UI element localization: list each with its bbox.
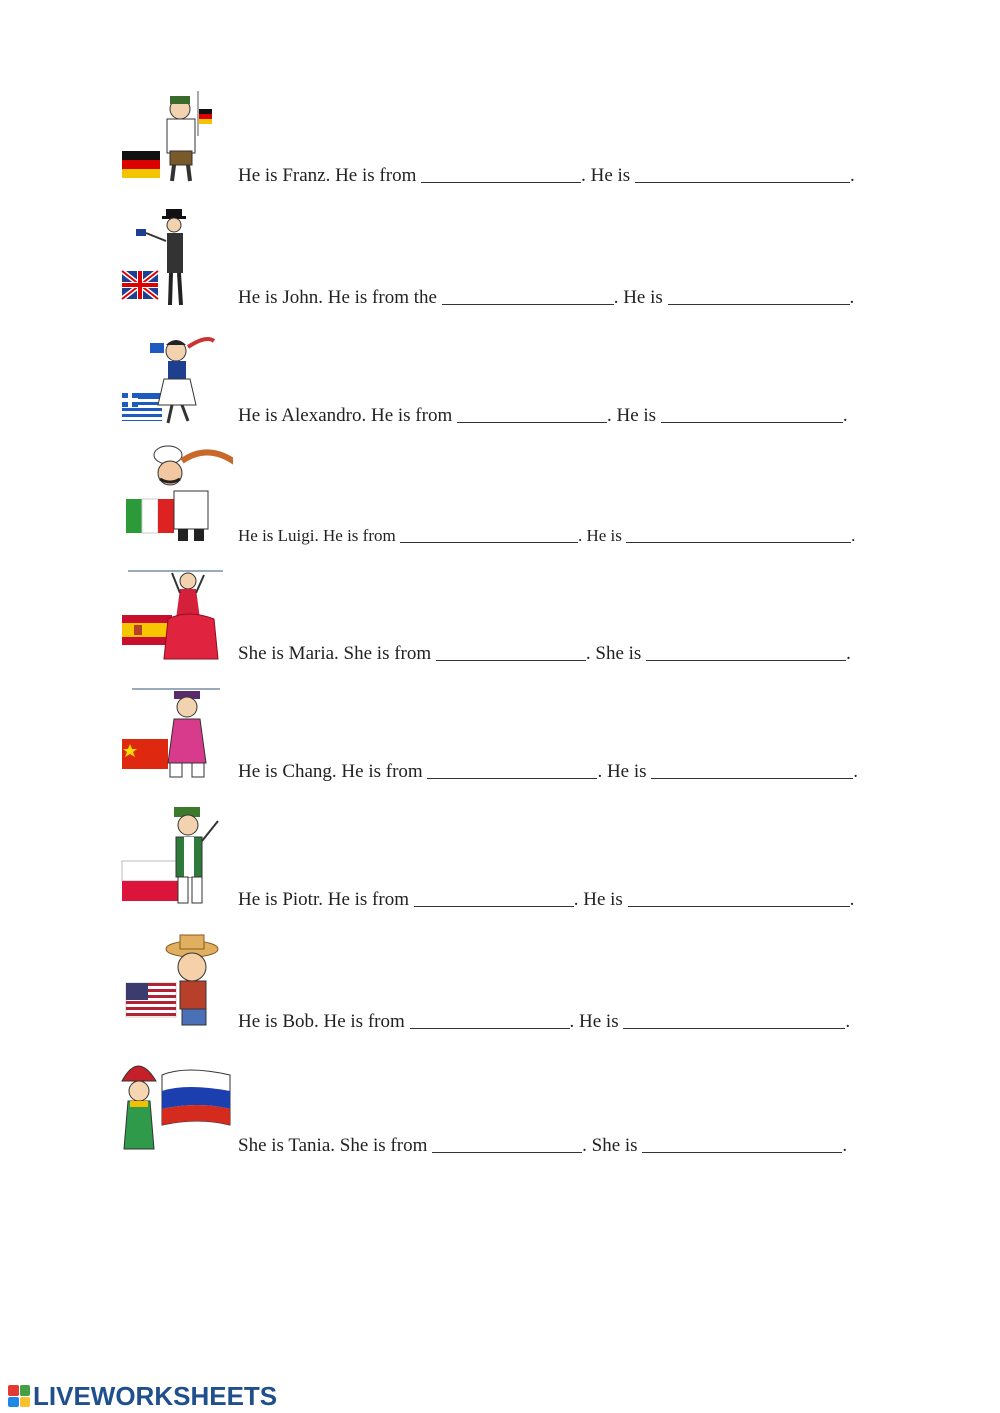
sentence-maria: She is Maria. She is from . She is . [238,643,851,664]
exercise-row-maria [118,554,878,664]
sentence-chang: He is Chang. He is from . He is . [238,761,859,782]
blank-country[interactable] [436,644,586,661]
exercise-row-bob [118,922,878,1032]
exercise-row-piotr [118,800,878,910]
exercise-row-tania [118,1046,878,1156]
blank-country[interactable] [432,1136,582,1153]
brand-name: LIVEWORKSHEETS [33,1380,278,1411]
blank-nationality[interactable] [642,1136,842,1153]
blank-country[interactable] [421,166,581,183]
russian-girl-illustration [118,1051,233,1156]
blank-nationality[interactable] [646,644,846,661]
blank-nationality[interactable] [651,762,853,779]
exercise-row-john [118,198,878,308]
liveworksheets-logo-icon [8,1385,30,1407]
exercise-row-luigi [118,436,878,546]
sentence-alexandro: He is Alexandro. He is from . He is . [238,405,848,426]
blank-country[interactable] [410,1012,570,1029]
sentence-piotr: He is Piotr. He is from . He is . [238,889,855,910]
polish-man-illustration [118,805,233,910]
liveworksheets-footer[interactable] [8,1382,277,1410]
german-man-illustration [118,81,233,186]
blank-nationality[interactable] [635,166,850,183]
sentence-luigi: He is Luigi. He is from . He is . [238,526,856,545]
spanish-dancer-illustration [118,559,233,664]
sentence-john: He is John. He is from the . He is . [238,287,855,308]
blank-nationality[interactable] [661,406,843,423]
blank-nationality[interactable] [668,288,850,305]
blank-country[interactable] [457,406,607,423]
blank-country[interactable] [414,890,574,907]
sentence-franz: He is Franz. He is from . He is . [238,165,855,186]
american-cowboy-illustration [118,927,233,1032]
greek-man-illustration [118,321,233,426]
exercise-row-alexandro [118,316,878,426]
english-man-illustration [118,203,233,308]
sentence-bob: He is Bob. He is from . He is . [238,1011,851,1032]
blank-nationality[interactable] [626,526,851,543]
blank-country[interactable] [400,526,578,543]
italian-chef-illustration [118,441,233,546]
blank-nationality[interactable] [623,1012,845,1029]
blank-nationality[interactable] [628,890,850,907]
chinese-man-illustration [118,677,233,782]
blank-country[interactable] [427,762,597,779]
blank-country[interactable] [442,288,614,305]
sentence-tania: She is Tania. She is from . She is . [238,1135,848,1156]
exercise-row-chang [118,672,878,782]
exercise-row-franz [118,76,878,186]
